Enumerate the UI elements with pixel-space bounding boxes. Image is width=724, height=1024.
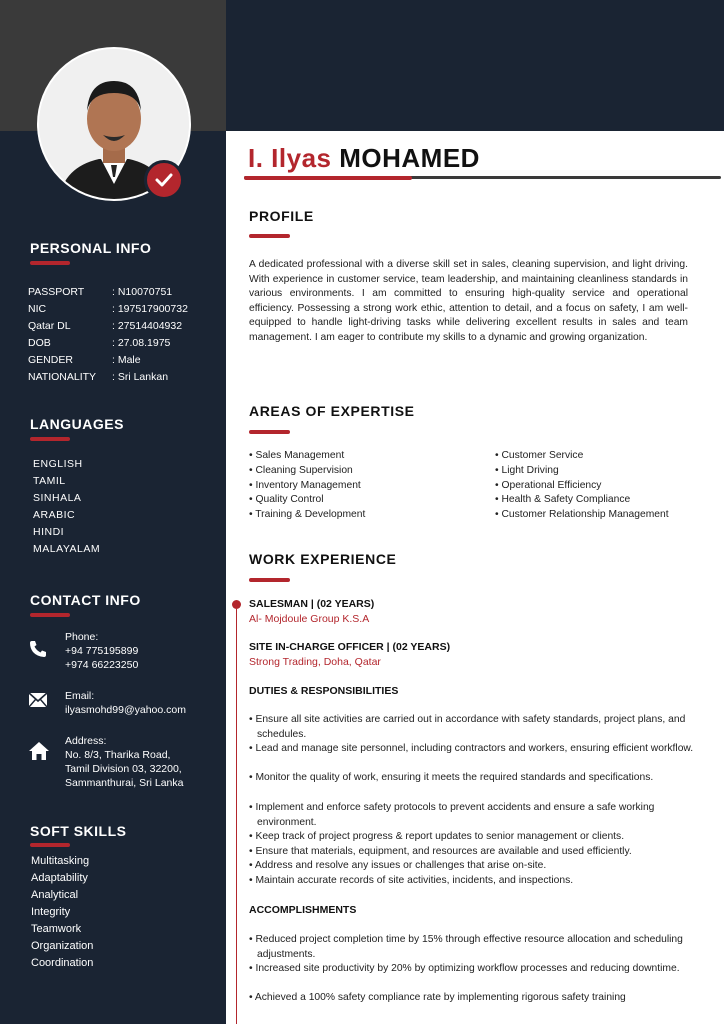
info-row-gender (28, 354, 141, 366)
duty-item: • Ensure all site activities are carried out in accordance with safety standards, project plans, and schedules. (249, 714, 686, 740)
soft-skill-item: Coordination (31, 957, 94, 969)
address-line-1: No. 8/3, Tharika Road, (65, 749, 171, 761)
expertise-item: • Quality Control (249, 494, 324, 505)
duty-item: • Address and resolve any issues or challenges that arise on-site. (249, 860, 547, 871)
person-name (248, 143, 480, 174)
work-experience-underline (249, 578, 290, 582)
profile-underline (249, 234, 290, 238)
accomplishment-item: • Reduced project completion time by 15% through effective resource allocation and scheduling adjustments. (249, 934, 683, 960)
info-value: : 27514404932 (112, 320, 183, 332)
phone-block (65, 630, 138, 672)
address-line-2: Tamil Division 03, 32200, (65, 763, 182, 775)
personal-info-title: PERSONAL INFO (30, 240, 152, 256)
language-item: TAMIL (33, 475, 66, 487)
expertise-item: • Training & Development (249, 509, 366, 520)
info-row-nic (28, 303, 188, 315)
soft-skill-item: Organization (31, 940, 94, 952)
expertise-item: • Sales Management (249, 450, 345, 461)
info-row-qatar-dl (28, 320, 182, 332)
expertise-title: AREAS OF EXPERTISE (249, 403, 415, 419)
home-icon (28, 740, 48, 760)
info-value: : Sri Lankan (112, 371, 169, 383)
email-label: Email: (65, 690, 95, 702)
languages-title: LANGUAGES (30, 416, 124, 432)
soft-skill-item: Integrity (31, 906, 71, 918)
language-item: ARABIC (33, 509, 76, 521)
soft-skills-underline (30, 843, 70, 847)
last-name: MOHAMED (339, 143, 480, 173)
info-key: Qatar DL (28, 320, 71, 332)
info-key: NATIONALITY (28, 371, 97, 383)
timeline-line (236, 609, 237, 1024)
contact-info-title: CONTACT INFO (30, 592, 141, 608)
expertise-item: • Cleaning Supervision (249, 465, 353, 476)
phone-icon (28, 639, 48, 659)
work-experience-title: WORK EXPERIENCE (249, 551, 397, 567)
address-label: Address: (65, 735, 107, 747)
expertise-item: • Customer Service (495, 450, 584, 461)
info-key: PASSPORT (28, 286, 85, 298)
phone-label: Phone: (65, 631, 99, 643)
address-line-3: Sammanthurai, Sri Lanka (65, 777, 184, 789)
info-value: : 197517900732 (112, 303, 188, 315)
duty-item: • Monitor the quality of work, ensuring it meets the required standards and specifications. (249, 772, 654, 783)
expertise-item: • Customer Relationship Management (495, 509, 669, 520)
info-row-passport (28, 286, 172, 298)
duty-item: • Lead and manage site personnel, including contractors and workers, ensuring efficient workflow. (249, 743, 694, 754)
profile-title: PROFILE (249, 208, 314, 224)
info-row-dob (28, 337, 170, 349)
soft-skill-item: Analytical (31, 889, 79, 901)
header-band (226, 0, 724, 131)
job-title: SITE IN-CHARGE OFFICER | (02 YEARS) (249, 641, 451, 653)
language-item: HINDI (33, 526, 65, 538)
verified-badge-icon (144, 160, 184, 200)
name-divider-accent (244, 176, 412, 180)
expertise-item: • Operational Efficiency (495, 480, 602, 491)
duty-item: • Maintain accurate records of site activities, incidents, and inspections. (249, 875, 574, 886)
phone-number-1[interactable]: +94 775195899 (65, 645, 139, 657)
info-key: NIC (28, 303, 47, 315)
info-key: DOB (28, 337, 51, 349)
profile-summary: A dedicated professional with a diverse skill set in sales, cleaning supervision, and light driving. With experience in customer service, team leadership, and maintaining cleanliness standards in various environments. I am committed to ensuring high-quality service and operational efficiency. Possessing a strong work ethic, attention to detail, and a focus on safety, I am well-equipped to handle light-driving tasks while delivering excellent results in sales and team management. I am eager to contribute my skills to a dynamic and growing organization. (249, 259, 688, 343)
duty-item: • Ensure that materials, equipment, and resources are available and used efficiently. (249, 846, 632, 857)
info-value: : 27.08.1975 (112, 337, 171, 349)
personal-info-underline (30, 261, 70, 265)
info-value: : N10070751 (112, 286, 173, 298)
language-item: MALAYALAM (33, 543, 101, 555)
soft-skill-item: Multitasking (31, 855, 90, 867)
accomplishment-item: • Increased site productivity by 20% by optimizing workflow processes and reducing downtime. (249, 963, 680, 974)
accomplishment-item: • Achieved a 100% safety compliance rate by implementing rigorous safety training (249, 992, 626, 1003)
soft-skill-item: Adaptability (31, 872, 88, 884)
timeline-dot (232, 600, 241, 609)
duty-item: • Keep track of project progress & report updates to senior management or clients. (249, 831, 625, 842)
email-block (65, 689, 186, 717)
expertise-item: • Inventory Management (249, 480, 361, 491)
contact-info-underline (30, 613, 70, 617)
phone-number-2[interactable]: +974 66223250 (65, 659, 139, 671)
info-value: : Male (112, 354, 141, 366)
language-item: ENGLISH (33, 458, 83, 470)
expertise-underline (249, 430, 290, 434)
expertise-item: • Light Driving (495, 465, 559, 476)
job-company: Al- Mojdoule Group K.S.A (249, 613, 370, 625)
email-address[interactable]: ilyasmohd99@yahoo.com (65, 704, 186, 716)
job-company: Strong Trading, Doha, Qatar (249, 656, 381, 668)
duty-item: • Implement and enforce safety protocols to prevent accidents and ensure a safe working environment. (249, 802, 655, 828)
email-icon (28, 692, 48, 712)
languages-underline (30, 437, 70, 441)
accomplishments-title: ACCOMPLISHMENTS (249, 904, 357, 916)
expertise-item: • Health & Safety Compliance (495, 494, 631, 505)
soft-skills-title: SOFT SKILLS (30, 823, 127, 839)
job-title: SALESMAN | (02 YEARS) (249, 598, 375, 610)
first-name: I. Ilyas (248, 143, 332, 173)
duties-title: DUTIES & RESPONSIBILITIES (249, 685, 399, 697)
info-row-nationality (28, 371, 168, 383)
address-block (65, 734, 183, 790)
info-key: GENDER (28, 354, 73, 366)
language-item: SINHALA (33, 492, 82, 504)
soft-skill-item: Teamwork (31, 923, 82, 935)
